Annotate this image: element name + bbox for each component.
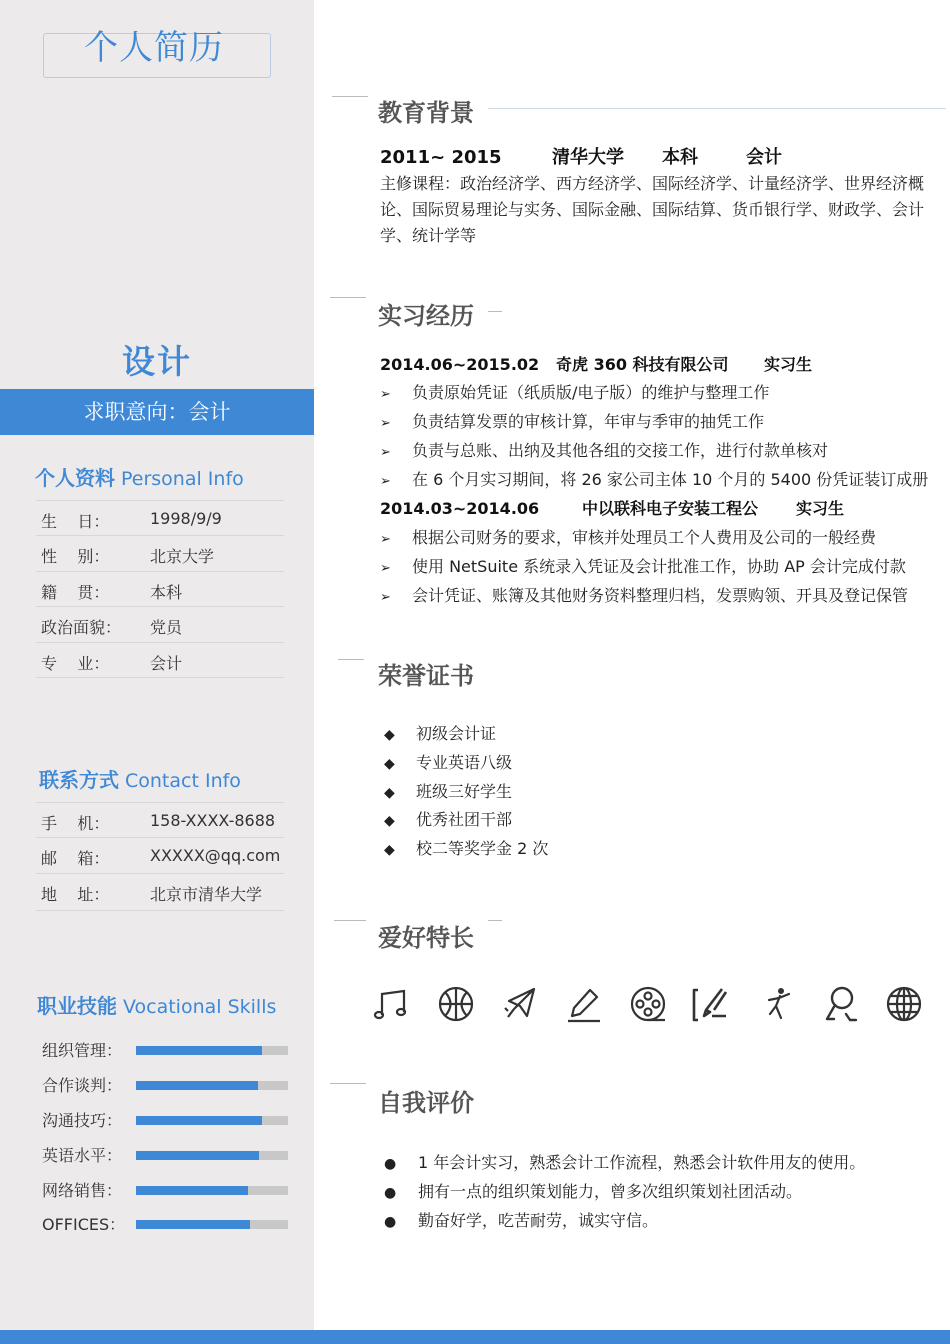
contact-info-heading — [39, 764, 241, 793]
section-tick — [488, 920, 502, 921]
info-row-origin — [36, 571, 284, 607]
skill-row — [42, 1178, 292, 1198]
info-row-major — [36, 642, 284, 678]
airplane-icon — [500, 984, 540, 1024]
skill-label: 沟通技巧： — [42, 1111, 123, 1130]
info-row-address — [36, 873, 284, 909]
job-duty — [380, 380, 769, 403]
candidate-name: 设计 — [122, 342, 192, 381]
skill-bar-track — [136, 1186, 288, 1195]
info-value: 北京市清华大学 — [150, 885, 263, 904]
skill-bar-track — [136, 1220, 288, 1229]
job-duty-text: 使用 NetSuite 系统录入凭证及会计批准工作，协助 AP 会计完成付款 — [412, 557, 906, 576]
personal-info-title-cn: 个人资料 — [35, 466, 115, 490]
job-period: 2014.06~2015.02 — [380, 355, 540, 374]
education-courses: 主修课程：政治经济学、西方经济学、国际经济学、计量经济学、世界经济概论、国际贸易理论与实务、国际金融、国际结算、货币银行学、财政学、会计学、统计学等 — [380, 174, 925, 245]
writing-icon — [692, 984, 732, 1024]
skill-bar-track — [136, 1116, 288, 1125]
honor-text: 校二等奖学金 2 次 — [416, 839, 549, 858]
job-role: 实习生 — [764, 355, 813, 374]
skill-bar-fill — [136, 1220, 250, 1229]
job-role: 实习生 — [796, 499, 845, 518]
contact-info-title-cn: 联系方式 — [39, 768, 119, 792]
job-duty-text: 会计凭证、账簿及其他财务资料整理归档，发票购领、开具及登记保管 — [412, 586, 909, 605]
self-eval-heading: 自我评价 — [378, 1089, 474, 1117]
honor-text: 初级会计证 — [416, 724, 497, 743]
job-title-row — [380, 352, 812, 375]
divider — [36, 910, 284, 911]
info-value: 会计 — [150, 654, 183, 673]
skill-bar-track — [136, 1046, 288, 1055]
honor-text: 专业英语八级 — [416, 753, 513, 772]
arrow-bullet-icon: ➢ — [380, 590, 391, 605]
diamond-bullet-icon: ◆ — [384, 842, 395, 858]
skill-label: OFFICES： — [42, 1215, 126, 1234]
internship-heading: 实习经历 — [378, 302, 474, 330]
hobbies-heading: 爱好特长 — [378, 924, 474, 952]
job-duty — [380, 525, 876, 548]
info-label: 性 别： — [41, 547, 110, 566]
info-value: 党员 — [150, 618, 183, 637]
skill-row — [42, 1038, 292, 1058]
dot-bullet-icon: ● — [384, 1214, 397, 1230]
dance-icon — [756, 984, 796, 1024]
honor-text: 班级三好学生 — [416, 782, 513, 801]
section-divider — [488, 108, 946, 109]
education-major: 会计 — [746, 147, 782, 168]
section-tick — [334, 920, 366, 921]
education-school: 清华大学 — [552, 147, 624, 168]
honor-text: 优秀社团干部 — [416, 810, 513, 829]
personal-info-heading — [35, 462, 244, 491]
skill-row — [42, 1108, 292, 1128]
job-duty-text: 负责结算发票的审核计算，年审与季审的抽凭工作 — [412, 412, 765, 431]
info-row-phone — [36, 802, 284, 838]
honors-heading: 荣誉证书 — [378, 662, 474, 690]
skills-title-cn: 职业技能 — [37, 994, 117, 1018]
job-company: 奇虎 360 科技有限公司 — [556, 355, 729, 374]
dot-bullet-icon: ● — [384, 1156, 397, 1172]
section-tick — [338, 659, 364, 660]
job-company: 中以联科电子安装工程公 — [582, 499, 759, 518]
diamond-bullet-icon: ◆ — [384, 813, 395, 829]
job-duty — [380, 467, 928, 490]
diamond-bullet-icon: ◆ — [384, 785, 395, 801]
info-label: 籍 贯： — [41, 583, 110, 602]
self-eval-text: 1 年会计实习，熟悉会计工作流程，熟悉会计软件用友的使用。 — [418, 1153, 866, 1172]
diamond-bullet-icon: ◆ — [384, 727, 395, 743]
info-row-gender — [36, 535, 284, 571]
skill-row — [42, 1212, 292, 1232]
job-intent: 求职意向：会计 — [0, 389, 314, 435]
job-title-row — [380, 496, 844, 519]
job-duty-text: 负责与总账、出纳及其他各组的交接工作，进行付款单核对 — [412, 441, 829, 460]
info-label: 生 日： — [41, 512, 110, 531]
skill-bar-fill — [136, 1081, 258, 1090]
education-summary — [380, 143, 782, 169]
arrow-bullet-icon: ➢ — [380, 561, 391, 576]
info-label: 邮 箱： — [41, 849, 110, 868]
skill-bar-track — [136, 1081, 288, 1090]
info-value: 158-XXXX-8688 — [150, 811, 276, 830]
resume-title: 个人简历 — [84, 28, 224, 68]
badminton-icon — [820, 984, 860, 1024]
music-icon — [372, 984, 412, 1024]
honor-item — [384, 836, 548, 859]
skill-label: 网络销售： — [42, 1181, 123, 1200]
job-duty — [380, 409, 764, 432]
honor-item — [384, 779, 512, 802]
skill-bar-fill — [136, 1186, 248, 1195]
skill-bar-fill — [136, 1116, 262, 1125]
skill-bar-track — [136, 1151, 288, 1160]
bottom-accent-bar — [0, 1330, 950, 1344]
film-reel-icon — [628, 984, 668, 1024]
resume-title-box — [43, 28, 271, 78]
info-label: 地 址： — [41, 885, 110, 904]
self-eval-text: 勤奋好学，吃苦耐劳，诚实守信。 — [418, 1211, 659, 1230]
job-duty — [380, 438, 828, 461]
info-value: 本科 — [150, 583, 183, 602]
info-label: 手 机： — [41, 814, 110, 833]
skill-label: 合作谈判： — [42, 1076, 123, 1095]
skill-row — [42, 1143, 292, 1163]
honor-item — [384, 721, 496, 744]
honor-item — [384, 807, 512, 830]
skills-title-en: Vocational Skills — [123, 996, 277, 1018]
diamond-bullet-icon: ◆ — [384, 756, 395, 772]
divider — [36, 677, 284, 678]
job-duty — [380, 554, 906, 577]
job-duty-text: 在 6 个月实习期间，将 26 家公司主体 10 个月的 5400 份凭证装订成册 — [412, 470, 929, 489]
arrow-bullet-icon: ➢ — [380, 532, 391, 547]
skill-bar-fill — [136, 1046, 262, 1055]
honor-item — [384, 750, 512, 773]
info-value: XXXXX@qq.com — [150, 846, 281, 865]
section-tick — [330, 297, 366, 298]
skill-bar-fill — [136, 1151, 259, 1160]
self-eval-item — [384, 1150, 865, 1173]
education-degree: 本科 — [662, 147, 698, 168]
job-period: 2014.03~2014.06 — [380, 499, 540, 518]
job-duty-text: 根据公司财务的要求，审核并处理员工个人费用及公司的一般经费 — [412, 528, 877, 547]
info-row-political — [36, 606, 284, 642]
section-tick — [330, 1083, 366, 1084]
section-tick — [488, 311, 502, 312]
info-label: 专 业： — [41, 654, 110, 673]
self-eval-item — [384, 1179, 802, 1202]
info-label: 政治面貌： — [41, 618, 122, 637]
info-value: 1998/9/9 — [150, 509, 222, 528]
self-eval-item — [384, 1208, 658, 1231]
contact-info-title-en: Contact Info — [125, 770, 241, 792]
dot-bullet-icon: ● — [384, 1185, 397, 1201]
skill-row — [42, 1073, 292, 1093]
arrow-bullet-icon: ➢ — [380, 445, 391, 460]
section-tick — [332, 96, 368, 97]
basketball-icon — [436, 984, 476, 1024]
info-row-email — [36, 837, 284, 873]
personal-info-title-en: Personal Info — [121, 468, 244, 490]
education-years: 2011~ 2015 — [380, 147, 502, 168]
arrow-bullet-icon: ➢ — [380, 474, 391, 489]
info-value: 北京大学 — [150, 547, 215, 566]
education-heading: 教育背景 — [378, 99, 474, 127]
skill-label: 英语水平： — [42, 1146, 123, 1165]
pen-icon — [564, 984, 604, 1024]
globe-icon — [884, 984, 924, 1024]
arrow-bullet-icon: ➢ — [380, 387, 391, 402]
job-duty-text: 负责原始凭证（纸质版/电子版）的维护与整理工作 — [412, 383, 770, 402]
skills-heading — [37, 990, 276, 1019]
self-eval-text: 拥有一点的组织策划能力，曾多次组织策划社团活动。 — [418, 1182, 803, 1201]
job-duty — [380, 583, 908, 606]
arrow-bullet-icon: ➢ — [380, 416, 391, 431]
info-row-birthday — [36, 500, 284, 536]
skill-label: 组织管理： — [42, 1041, 123, 1060]
